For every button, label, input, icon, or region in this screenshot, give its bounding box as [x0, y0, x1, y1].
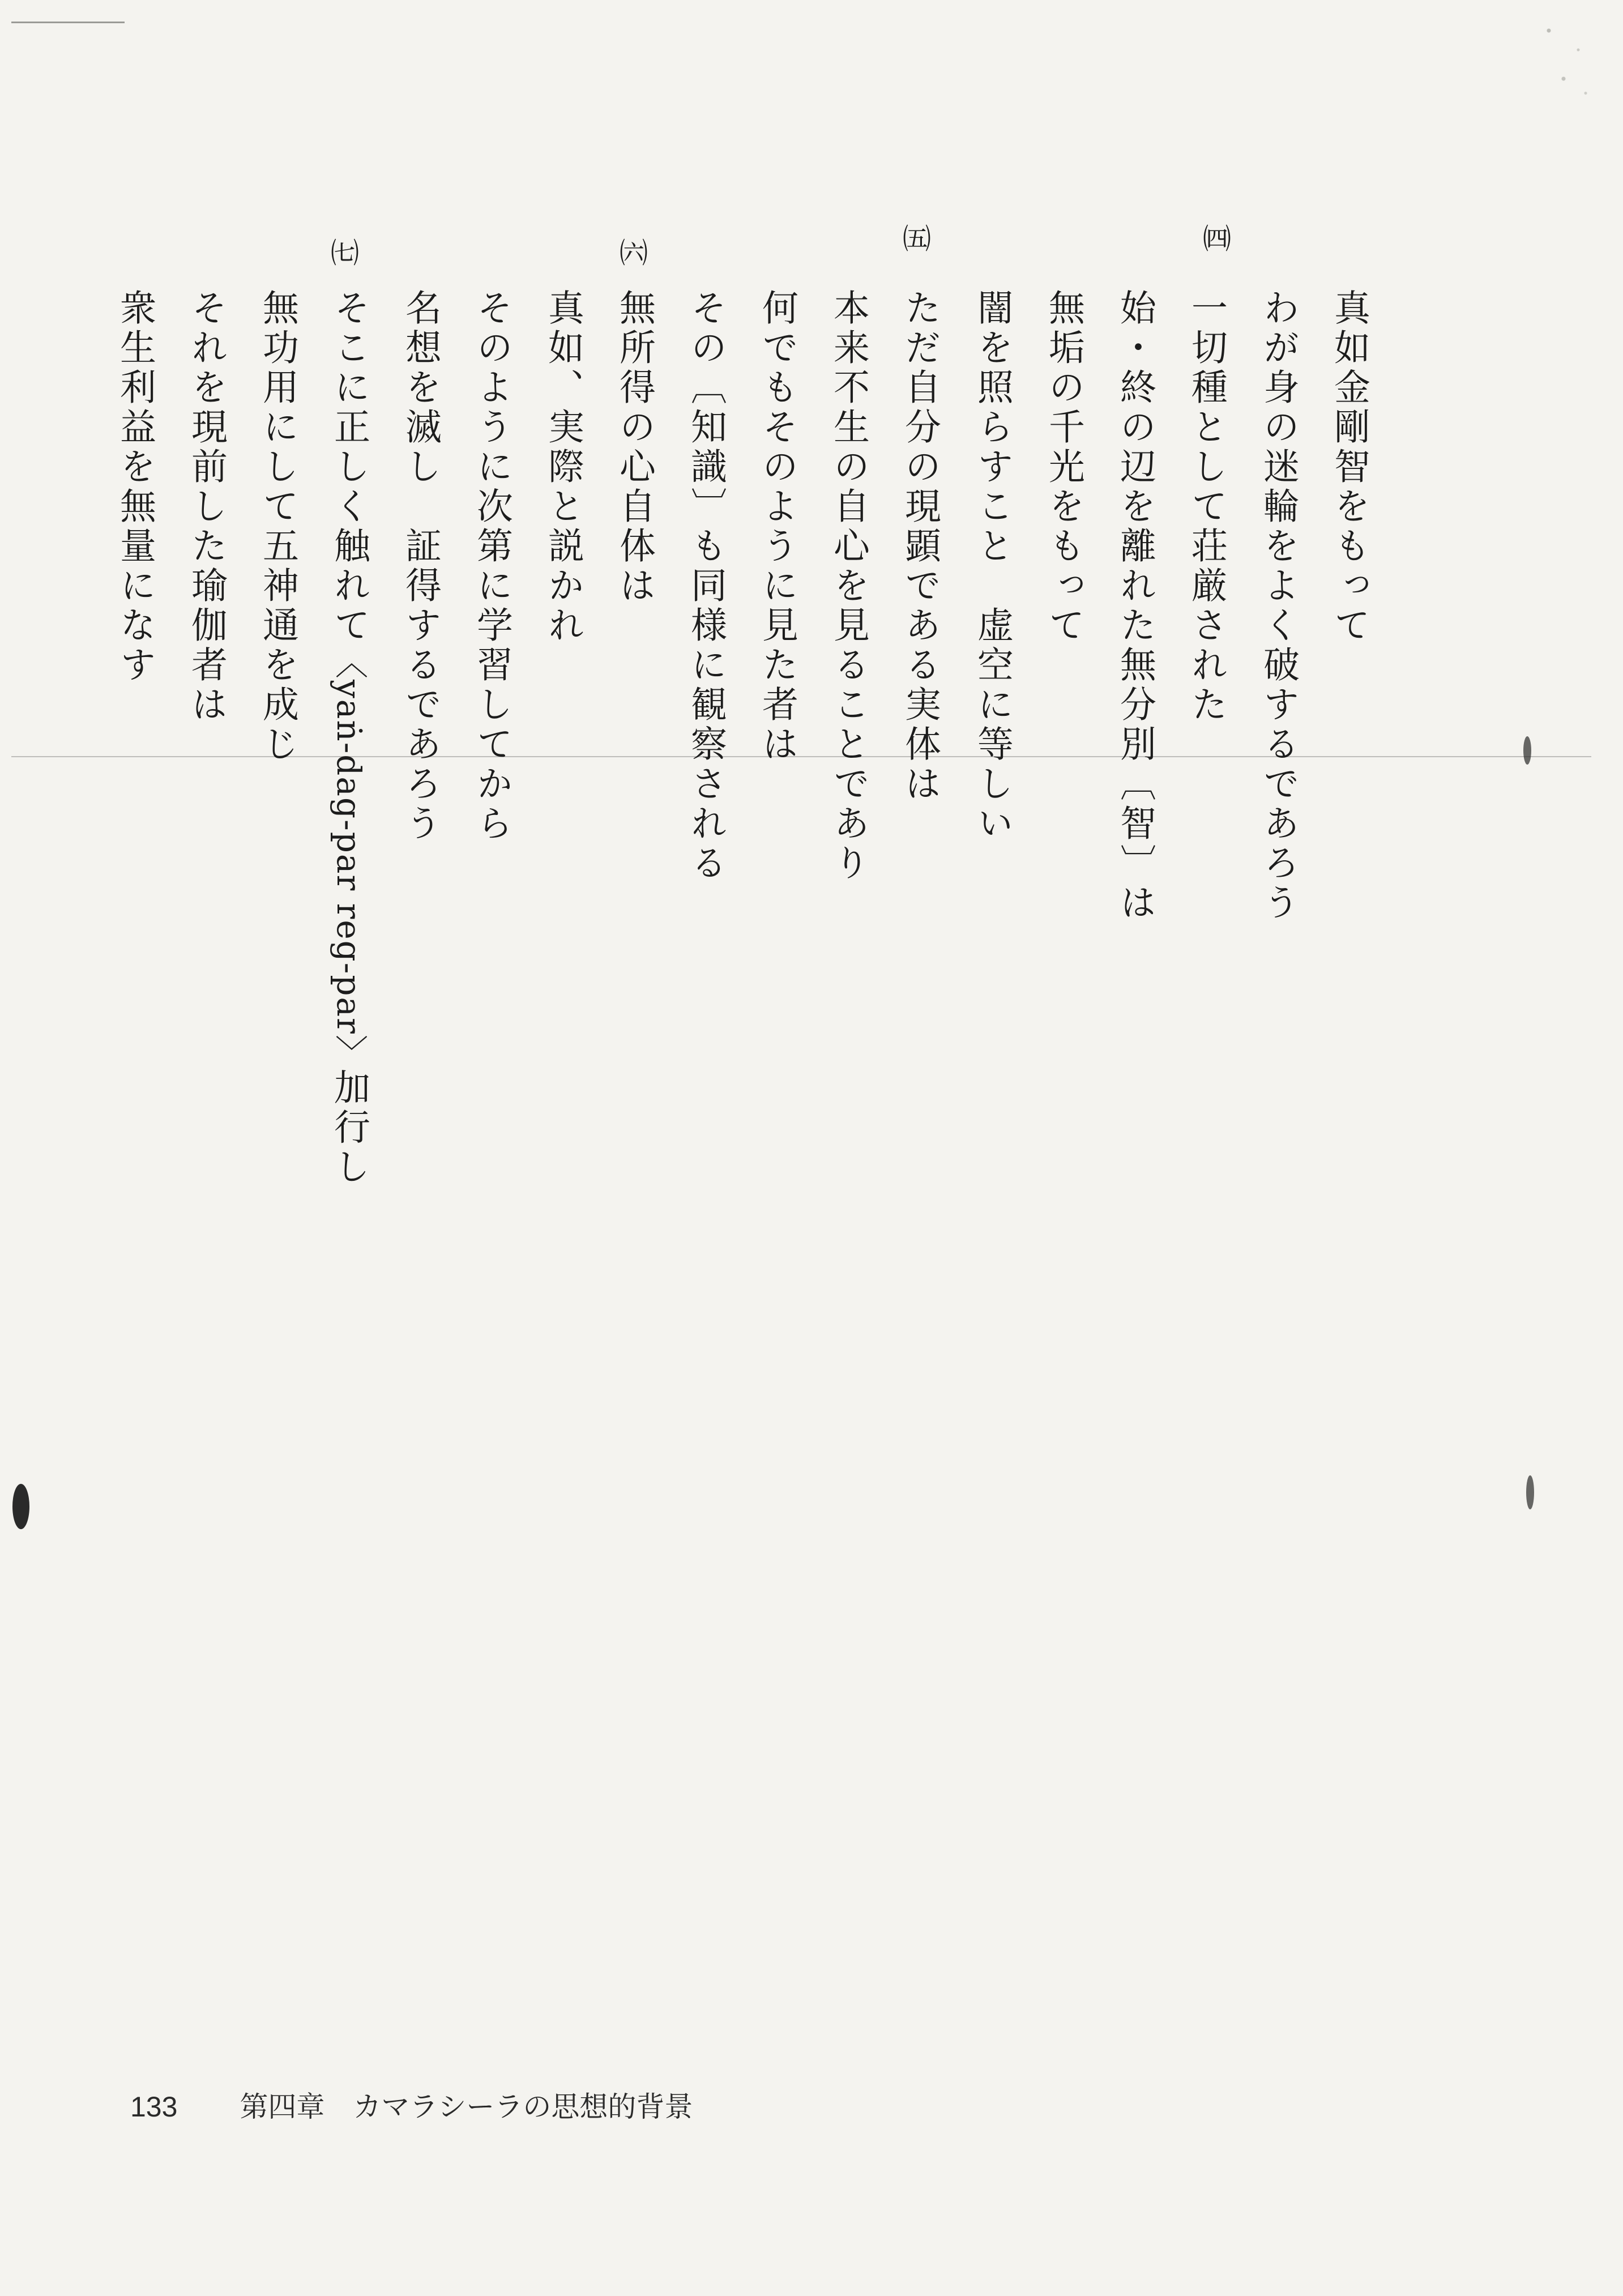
- text-line-mixed: [328, 289, 370, 1188]
- section-marker-four: ㈣: [1198, 224, 1231, 252]
- scan-artifact-right-mark-bottom: [1526, 1475, 1534, 1509]
- section-marker-six: ㈥: [615, 238, 648, 266]
- text-line: ただ自分の現顕である実体は: [899, 289, 941, 804]
- text-line: 真如、実際と説かれ: [542, 289, 584, 646]
- text-line: 始・終の辺を離れた無分別〔智〕は: [1114, 289, 1156, 923]
- text-line: 本来不生の自心を見ることであり: [827, 289, 869, 884]
- text-line: わが身の迷輪をよく破するであろう: [1257, 289, 1299, 923]
- tibetan-transliteration: 〈yaṅ-dag-par reg-par〉: [330, 646, 368, 1069]
- text-segment: そこに正しく触れて: [328, 289, 370, 646]
- page-number: 133: [130, 2091, 178, 2123]
- section-marker-five: ㈤: [898, 224, 931, 252]
- text-line: 無所得の心自体は: [613, 289, 655, 606]
- scan-artifact-right-mark-top: [1523, 736, 1531, 765]
- text-line: その〔知識〕も同様に観察される: [685, 289, 727, 884]
- text-line: 衆生利益を無量になす: [114, 289, 156, 685]
- text-line: 無垢の千光をもって: [1043, 289, 1084, 646]
- scan-artifact-corner: [1527, 11, 1600, 108]
- text-line: 真如金剛智をもって: [1328, 289, 1370, 646]
- text-segment: 加行し: [328, 1068, 370, 1188]
- text-line: 無功用にして五神通を成じ: [257, 289, 298, 765]
- scan-artifact-middle-line: [11, 756, 1591, 757]
- section-marker-seven: ㈦: [326, 238, 359, 266]
- text-line: それを現前した瑜伽者は: [185, 289, 227, 725]
- text-line: そのように次第に学習してから: [471, 289, 512, 844]
- scan-artifact-left-mark: [12, 1484, 29, 1529]
- text-line: 何でもそのように見た者は: [756, 289, 798, 765]
- chapter-title: 第四章 カマラシーラの思想的背景: [240, 2090, 693, 2123]
- text-line: 名想を滅し 証得するであろう: [399, 289, 441, 844]
- text-line: 闇を照らすこと 虚空に等しい: [971, 289, 1013, 844]
- scan-artifact-top-line: [11, 22, 125, 23]
- page-footer: [130, 2084, 693, 2125]
- text-line: 一切種として荘厳された: [1185, 289, 1227, 725]
